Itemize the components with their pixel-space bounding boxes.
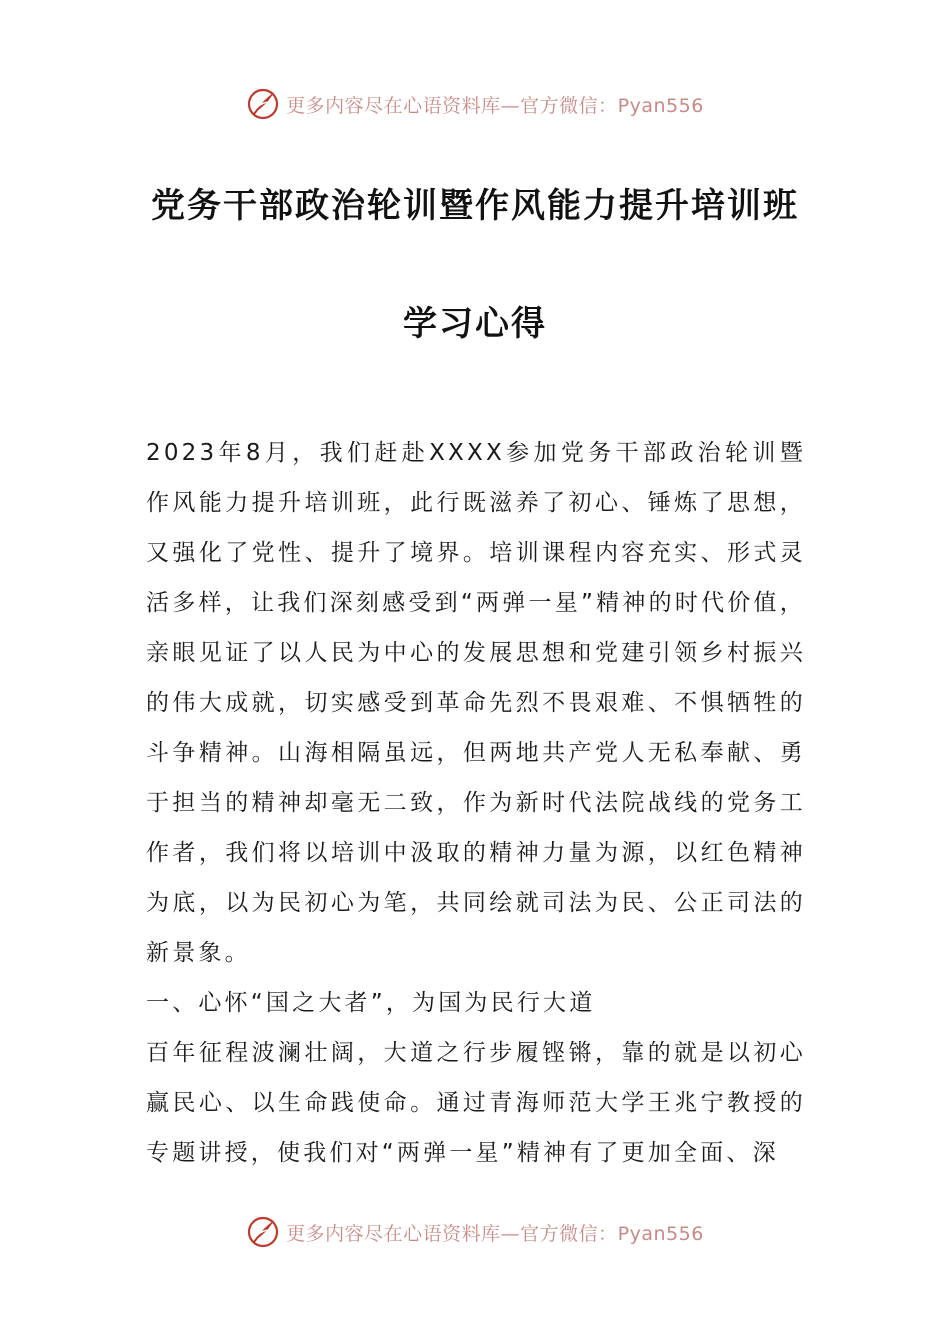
wechat-id: Pyan556 xyxy=(617,1222,704,1245)
body-paragraph-section-1: 百年征程波澜壮阔，大道之行步履铿锵，靠的就是以初心赢民心、以生命践使命。通过青海师范大学王兆宁教授的专题讲授，使我们对“两弹一星”精神有了更加全面、深 xyxy=(146,1040,806,1166)
watermark-banner-top xyxy=(0,84,950,124)
watermark-text: 更多内容尽在心语资料库—官方微信：Pyan556 xyxy=(286,94,704,117)
watermark-text: 更多内容尽在心语资料库—官方微信：Pyan556 xyxy=(286,1222,704,1245)
document-title: 党务干部政治轮训暨作风能力提升培训班 xyxy=(151,186,799,226)
quill-pen-logo-icon xyxy=(246,87,280,121)
body-paragraph-intro: 2023年8月，我们赶赴XXXX参加党务干部政治轮训暨作风能力提升培训班，此行既滋养了初心、锤炼了思想，又强化了党性、提升了境界。培训课程内容充实、形式灵活多样，让我们深刻感受到“两弹一星”精神的时代价值，亲眼见证了以人民为中心的发展思想和党建引领乡村振兴的伟大成就，切实感受到革命先烈不畏艰难、不惧牺牲的斗争精神。山海相隔虽远，但两地共产党人无私奉献、勇于担当的精神却毫无二致，作为新时代法院战线的党务工作者，我们将以培训中汲取的精神力量为源，以红色精神为底，以为民初心为笔，共同绘就司法为民、公正司法的新景象。 xyxy=(146,440,806,966)
wechat-id: Pyan556 xyxy=(617,94,704,117)
watermark-banner-bottom xyxy=(0,1212,950,1252)
document-body xyxy=(146,428,806,1178)
quill-pen-logo-icon xyxy=(246,1215,280,1249)
section-heading-1: 一、心怀“国之大者”，为国为民行大道 xyxy=(146,990,596,1016)
document-subtitle: 学习心得 xyxy=(403,304,547,344)
